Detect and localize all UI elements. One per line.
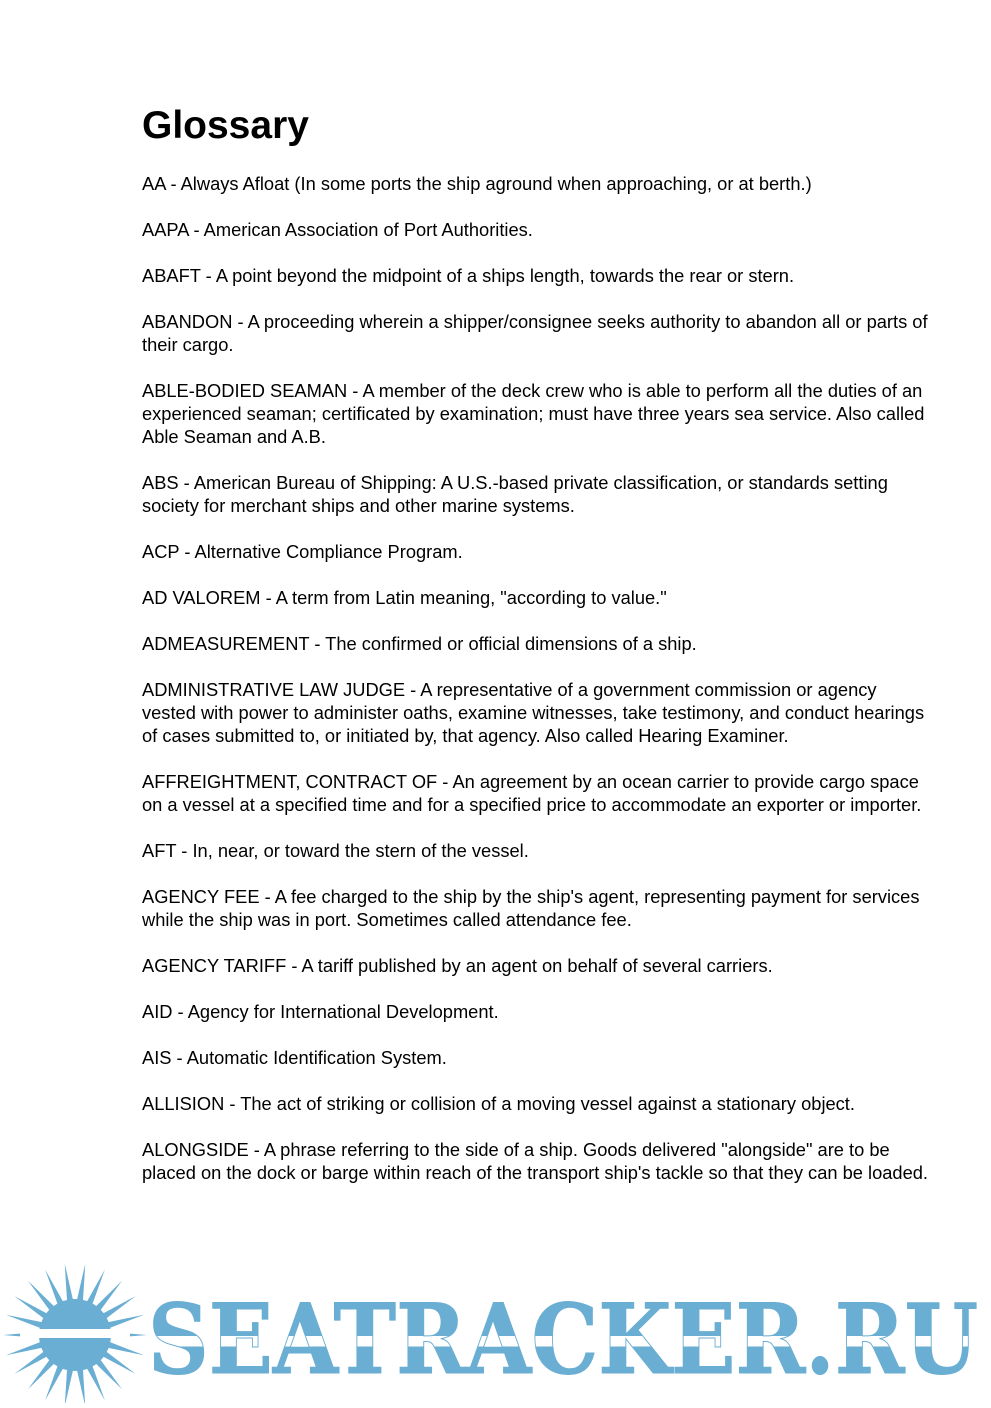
glossary-entry: ADMINISTRATIVE LAW JUDGE - A representative of a government commission or agency vested with power to administer oaths, examine witnesses, take testimony, and conduct hearings of cases submitted to, or initiated by, that agency. Also called Hearing Examiner. (142, 679, 925, 746)
glossary-entry: ALONGSIDE - A phrase referring to the side of a ship. Goods delivered "alongside" are to be placed on the dock or barge within reach of the transport ship's tackle so that they can be loaded. (142, 1139, 929, 1183)
sun-ray (65, 1368, 73, 1403)
glossary-entry: AGENCY TARIFF - A tariff published by an agent on behalf of several carriers. (142, 955, 773, 976)
glossary-entry: ADMEASUREMENT - The confirmed or official dimensions of a ship. (142, 633, 697, 654)
glossary-entry: ABAFT - A point beyond the midpoint of a ships length, towards the rear or stern. (142, 265, 795, 286)
glossary-entry: AD VALOREM - A term from Latin meaning, "according to value." (142, 587, 667, 608)
glossary-entry: AA - Always Afloat (In some ports the ship aground when approaching, or at berth.) (142, 173, 812, 194)
sun-ray (107, 1342, 144, 1356)
glossary-entry: ABLE-BODIED SEAMAN - A member of the deck crew who is able to perform all the duties of an experienced seaman; certificated by examination; must have three years sea service. Also called Able Seaman and A.B. (142, 380, 925, 447)
sun-ray (107, 1315, 144, 1329)
document-page (142, 100, 932, 1207)
glossary-entry: AFFREIGHTMENT, CONTRACT OF - An agreement by an ocean carrier to provide cargo space on a vessel at a specified time and for a specified price to accommodate an exporter or importer. (142, 771, 922, 815)
sun-icon (3, 1264, 147, 1403)
glossary-entry: ALLISION - The act of striking or collision of a moving vessel against a stationary object. (142, 1093, 855, 1114)
watermark-banner (0, 1255, 991, 1403)
sun-ray (6, 1315, 43, 1329)
sun-ray (45, 1365, 64, 1401)
watermark-text: SEATRACKER.RU (148, 1283, 978, 1396)
glossary-list (142, 172, 932, 1184)
glossary-entry: AGENCY FEE - A fee charged to the ship by the ship's agent, representing payment for services while the ship was in port. Sometimes called attendance fee. (142, 886, 920, 930)
page-title: Glossary (142, 104, 309, 147)
glossary-entry: AIS - Automatic Identification System. (142, 1047, 447, 1068)
glossary-entry: ABANDON - A proceeding wherein a shipper/consignee seeks authority to abandon all or parts of their cargo. (142, 311, 928, 355)
sun-ray (77, 1264, 85, 1302)
sun-ray (65, 1264, 73, 1302)
glossary-entry: ABS - American Bureau of Shipping: A U.S.-based private classification, or standards setting society for merchant ships and other marine systems. (142, 472, 888, 516)
sun-ray (86, 1270, 105, 1306)
glossary-entry: AID - Agency for International Development. (142, 1001, 499, 1022)
glossary-entry: AAPA - American Association of Port Authorities. (142, 219, 533, 240)
sun-ray (77, 1368, 85, 1403)
sun-ray (86, 1365, 105, 1401)
watermark-graphic (0, 1255, 991, 1403)
glossary-entry: AFT - In, near, or toward the stern of the vessel. (142, 840, 529, 861)
sun-ray (6, 1342, 43, 1356)
glossary-entry: ACP - Alternative Compliance Program. (142, 541, 463, 562)
sun-ray (45, 1270, 64, 1306)
